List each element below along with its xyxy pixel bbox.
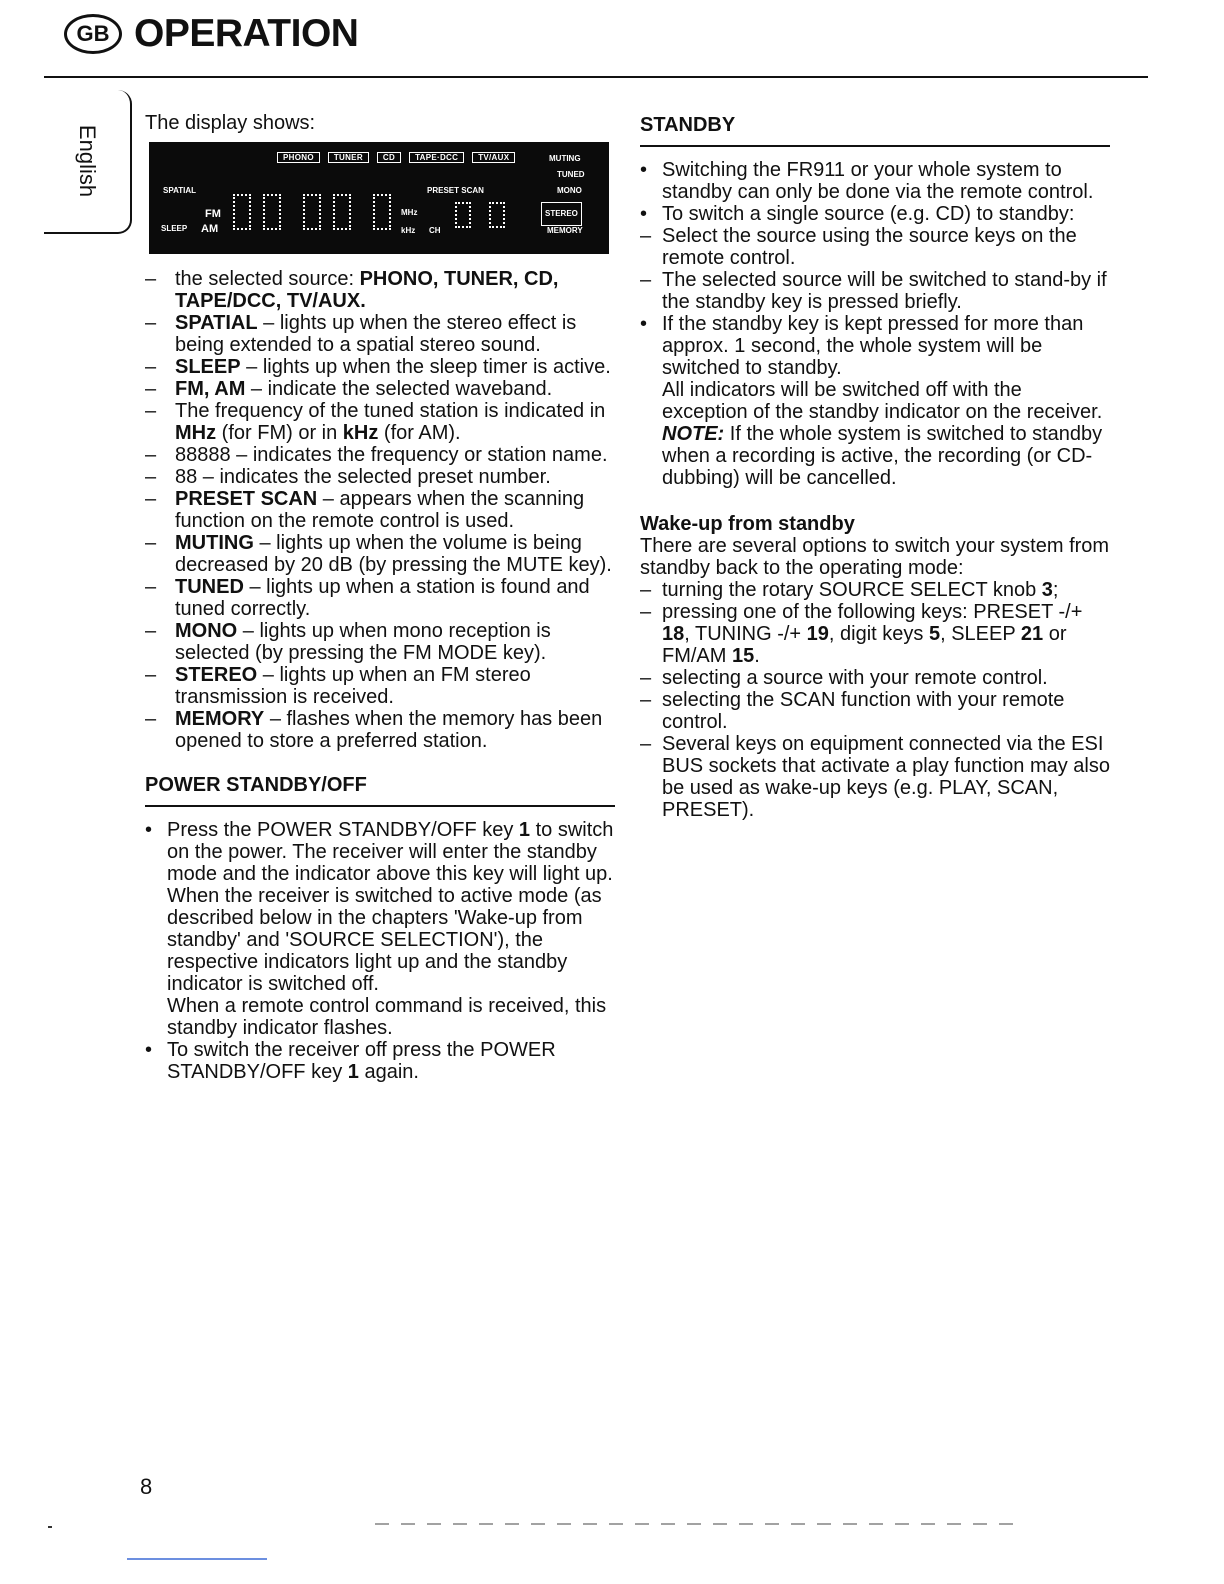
display-label-khz: kHz	[401, 226, 416, 235]
display-source-cd: CD	[377, 152, 401, 163]
display-source-row	[277, 152, 515, 163]
wakeup-intro: There are several options to switch your system from standby back to the operating mode:	[640, 535, 1110, 579]
standby-note: NOTE: If the whole system is switched to standby when a recording is active, the recording (or CD-dubbing) will be cancelled.	[662, 423, 1103, 489]
display-digit	[303, 194, 321, 230]
display-label-spatial: SPATIAL	[163, 186, 197, 195]
display-indicator-list	[145, 268, 615, 752]
list-item: – pressing one of the following keys: PRESET -/+ 18, TUNING -/+ 19, digit keys 5, SLEEP 21 or FM/AM 15.	[640, 601, 1083, 667]
right-column	[640, 114, 1110, 821]
list-item: – 88888 – indicates the frequency or station name.	[145, 444, 608, 466]
display-label-mono: MONO	[557, 186, 582, 195]
wakeup-list	[640, 579, 1110, 821]
language-tab	[44, 90, 132, 234]
language-tab-label: English	[75, 124, 100, 198]
list-item: – the selected source: PHONO, TUNER, CD, TAPE/DCC, TV/AUX.	[145, 268, 559, 312]
display-preset-digit	[455, 202, 471, 228]
display-label-ch: CH	[429, 226, 441, 235]
list-item: – Several keys on equipment connected via the ESI BUS sockets that activate a play function may also be used as wake-up keys (e.g. PLAY, SCAN, PRESET).	[640, 733, 1110, 821]
page-header	[64, 12, 358, 56]
power-standby-heading: POWER STANDBY/OFF	[145, 774, 615, 807]
display-label-stereo: STEREO	[541, 202, 582, 226]
list-item: – 88 – indicates the selected preset number.	[145, 466, 551, 488]
list-item: – SPATIAL – lights up when the stereo effect is being extended to a spatial stereo sound.	[145, 312, 577, 356]
display-label-mhz: MHz	[401, 208, 418, 217]
list-item: When the receiver is switched to active mode (as described below in the chapters 'Wake-up from standby' and 'SOURCE SELECTION'), the respective indicators light up and the standby indicator is switched off.	[167, 885, 602, 995]
display-digit	[263, 194, 281, 230]
list-item: All indicators will be switched off with the exception of the standby indicator on the receiver.	[662, 379, 1103, 423]
left-column	[145, 112, 615, 1083]
list-item: – FM, AM – indicate the selected waveband.	[145, 378, 553, 400]
standby-heading: STANDBY	[640, 114, 1110, 147]
list-item: • Press the POWER STANDBY/OFF key 1 to switch on the power. The receiver will enter the standby mode and the indicator above this key will light up.	[145, 819, 614, 885]
page-title: OPERATION	[134, 12, 359, 55]
list-item: – Select the source using the source keys on the remote control.	[640, 225, 1077, 269]
list-item: – MEMORY – flashes when the memory has been opened to store a preferred station.	[145, 708, 603, 752]
scan-artifact	[127, 1558, 267, 1560]
page-number: 8	[140, 1474, 153, 1499]
list-item: • To switch the receiver off press the POWER STANDBY/OFF key 1 again.	[145, 1039, 556, 1083]
scan-artifact	[48, 1526, 52, 1528]
list-item: – STEREO – lights up when an FM stereo transmission is received.	[145, 664, 531, 708]
display-preset-digit	[489, 202, 505, 228]
display-label-muting: MUTING	[549, 154, 581, 163]
wakeup-heading: Wake-up from standby	[640, 513, 855, 535]
header-rule	[44, 76, 1148, 78]
standby-list	[640, 159, 1110, 489]
list-item: • If the standby key is kept pressed for more than approx. 1 second, the whole system will be switched to standby.	[640, 313, 1084, 379]
list-item: • Switching the FR911 or your whole system to standby can only be done via the remote control.	[640, 159, 1094, 203]
list-item: – MONO – lights up when mono reception is selected (by pressing the FM MODE key).	[145, 620, 551, 664]
list-item: – SLEEP – lights up when the sleep timer is active.	[145, 356, 611, 378]
language-badge: GB	[64, 14, 122, 54]
display-source-tuner: TUNER	[328, 152, 369, 163]
list-item: • To switch a single source (e.g. CD) to standby:	[640, 203, 1075, 225]
display-illustration	[149, 142, 609, 254]
list-item: – selecting the SCAN function with your remote control.	[640, 689, 1065, 733]
list-item: – MUTING – lights up when the volume is being decreased by 20 dB (by pressing the MUTE key).	[145, 532, 612, 576]
list-item: – selecting a source with your remote control.	[640, 667, 1048, 689]
list-item: When a remote control command is received, this standby indicator flashes.	[167, 995, 607, 1039]
power-standby-list	[145, 819, 615, 1083]
display-digit	[373, 194, 391, 230]
display-label-memory: MEMORY	[547, 226, 583, 235]
display-label-am: AM	[201, 223, 219, 235]
list-item: – The selected source will be switched to stand-by if the standby key is pressed briefly.	[640, 269, 1107, 313]
display-intro: The display shows:	[145, 112, 316, 134]
display-label-sleep: SLEEP	[161, 224, 188, 233]
display-label-preset-scan: PRESET SCAN	[427, 186, 484, 195]
scan-artifact	[375, 1523, 1015, 1525]
list-item: – The frequency of the tuned station is indicated in MHz (for FM) or in kHz (for AM).	[145, 400, 606, 444]
display-source-tape: TAPE·DCC	[409, 152, 464, 163]
display-source-tvaux: TV/AUX	[472, 152, 515, 163]
display-label-fm: FM	[205, 208, 221, 220]
list-item: – TUNED – lights up when a station is found and tuned correctly.	[145, 576, 590, 620]
list-item: – PRESET SCAN – appears when the scanning function on the remote control is used.	[145, 488, 585, 532]
display-label-tuned: TUNED	[557, 170, 585, 179]
display-digit	[233, 194, 251, 230]
display-source-phono: PHONO	[277, 152, 320, 163]
display-digit	[333, 194, 351, 230]
list-item: – turning the rotary SOURCE SELECT knob 3;	[640, 579, 1059, 601]
